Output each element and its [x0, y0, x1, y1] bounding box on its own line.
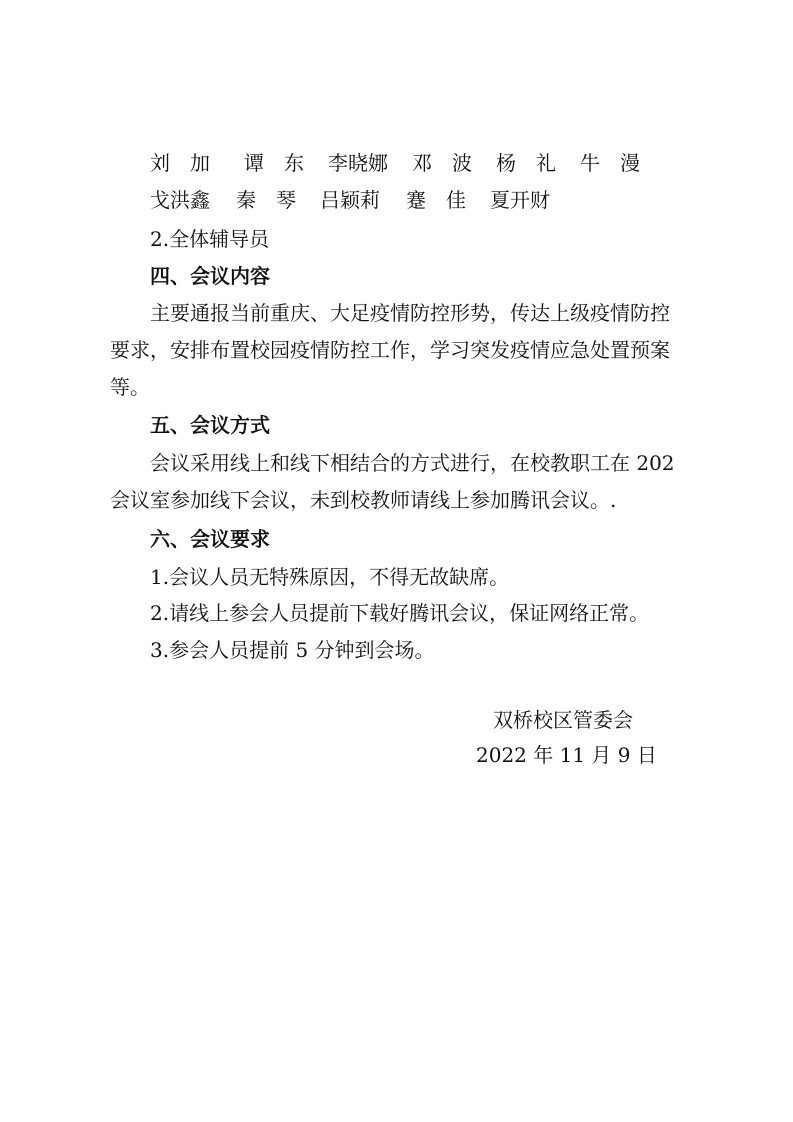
requirement-item: 2.请线上参会人员提前下载好腾讯会议，保证网络正常。 [150, 601, 650, 625]
participant-name: 杨 礼 [496, 151, 556, 175]
participant-name: 吕颖莉 [320, 188, 380, 212]
participant-name: 刘 加 [150, 151, 210, 175]
participant-name: 戈洪鑫 [150, 188, 210, 212]
participant-name: 蹇 佳 [406, 188, 466, 212]
participant-name: 牛 漫 [580, 151, 640, 175]
issue-date: 2022 年 11 月 9 日 [476, 743, 657, 767]
section-4-heading: 四、会议内容 [150, 264, 270, 288]
section-5-text-line: 会议采用线上和线下相结合的方式进行，在校教职工在 202 [150, 451, 675, 475]
item-all-counselors: 2.全体辅导员 [150, 227, 270, 251]
section-4-text-line: 要求，安排布置校园疫情防控工作，学习突发疫情应急处置预案 [110, 338, 670, 362]
participant-name: 李晓娜 [328, 151, 388, 175]
participants-row-1 [150, 151, 700, 175]
section-5-text-line: 会议室参加线下会议，未到校教师请线上参加腾讯会议。. [110, 488, 617, 512]
issuing-organization: 双桥校区管委会 [493, 708, 633, 732]
participant-name: 邓 波 [412, 151, 472, 175]
participant-name: 夏开财 [490, 188, 550, 212]
participant-name: 秦 琴 [236, 188, 296, 212]
section-6-heading: 六、会议要求 [150, 527, 270, 551]
participants-row-2 [150, 188, 700, 212]
section-5-heading: 五、会议方式 [150, 413, 270, 437]
section-4-text-line: 等。 [110, 375, 150, 399]
requirement-item: 3.参会人员提前 5 分钟到会场。 [150, 638, 435, 662]
participant-name: 谭 东 [244, 151, 304, 175]
section-4-text-line: 主要通报当前重庆、大足疫情防控形势，传达上级疫情防控 [150, 301, 670, 325]
requirement-item: 1.会议人员无特殊原因，不得无故缺席。 [150, 565, 510, 589]
